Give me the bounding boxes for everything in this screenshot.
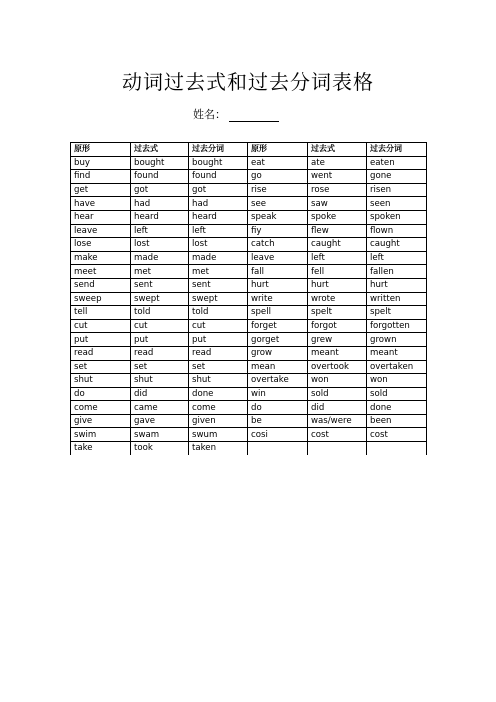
table-row [71, 183, 427, 197]
table-cell: got [131, 183, 189, 197]
table-cell [248, 442, 308, 455]
table-cell: forgot [308, 319, 367, 333]
table-cell: sent [131, 278, 189, 292]
table-cell: spoke [308, 210, 367, 224]
table-row [71, 170, 427, 184]
table-cell: sold [367, 387, 427, 401]
table-cell: flown [367, 224, 427, 238]
table-cell: grew [308, 333, 367, 347]
header-base-form-1: 原形 [71, 143, 131, 157]
table-cell: risen [367, 183, 427, 197]
table-cell: done [367, 401, 427, 415]
table-cell: bought [131, 156, 189, 170]
table-cell: overtake [248, 374, 308, 388]
table-cell: left [131, 224, 189, 238]
table-cell: get [71, 183, 131, 197]
table-cell: put [131, 333, 189, 347]
table-cell: spoken [367, 210, 427, 224]
table-row [71, 428, 427, 442]
table-cell: catch [248, 238, 308, 252]
table-cell: swum [189, 428, 248, 442]
table-cell: gorget [248, 333, 308, 347]
table-cell: taken [189, 442, 248, 455]
table-cell: won [367, 374, 427, 388]
name-blank-line[interactable] [229, 109, 279, 122]
table-cell: eaten [367, 156, 427, 170]
table-cell: put [71, 333, 131, 347]
table-cell: grown [367, 333, 427, 347]
table-cell: sweep [71, 292, 131, 306]
table-cell: cosi [248, 428, 308, 442]
table-cell: read [71, 346, 131, 360]
table-cell: set [71, 360, 131, 374]
table-row [71, 374, 427, 388]
table-cell: had [131, 197, 189, 211]
table-cell: shut [131, 374, 189, 388]
table-cell: spelt [308, 306, 367, 320]
table-cell: written [367, 292, 427, 306]
table-cell: leave [248, 251, 308, 265]
table-cell: did [308, 401, 367, 415]
table-cell [367, 442, 427, 455]
table-cell: read [131, 346, 189, 360]
table-cell: sold [308, 387, 367, 401]
table-cell: go [248, 170, 308, 184]
table-cell: set [131, 360, 189, 374]
table-cell: lose [71, 238, 131, 252]
table-row [71, 224, 427, 238]
table-cell: read [189, 346, 248, 360]
table-cell: ate [308, 156, 367, 170]
table-cell: be [248, 414, 308, 428]
table-cell: told [189, 306, 248, 320]
table-cell: cost [367, 428, 427, 442]
table-cell: cut [131, 319, 189, 333]
verb-table [70, 142, 427, 455]
table-cell: find [71, 170, 131, 184]
table-cell: sent [189, 278, 248, 292]
table-cell: got [189, 183, 248, 197]
table-cell: hurt [367, 278, 427, 292]
table-cell: swam [131, 428, 189, 442]
table-cell: cut [189, 319, 248, 333]
table-cell: see [248, 197, 308, 211]
table-row [71, 333, 427, 347]
table-cell: set [189, 360, 248, 374]
table-cell: come [71, 401, 131, 415]
table-cell: left [189, 224, 248, 238]
table-cell: flew [308, 224, 367, 238]
table-cell: cost [308, 428, 367, 442]
table-cell: did [131, 387, 189, 401]
table-cell: leave [71, 224, 131, 238]
table-cell: found [131, 170, 189, 184]
table-cell: buy [71, 156, 131, 170]
table-cell: speak [248, 210, 308, 224]
table-cell: told [131, 306, 189, 320]
table-cell: been [367, 414, 427, 428]
table-cell: heard [189, 210, 248, 224]
table-row [71, 156, 427, 170]
header-past-participle-1: 过去分词 [189, 143, 248, 157]
table-cell: forgotten [367, 319, 427, 333]
table-row [71, 292, 427, 306]
table-cell: made [189, 251, 248, 265]
table-cell: win [248, 387, 308, 401]
table-cell: cut [71, 319, 131, 333]
table-cell: caught [308, 238, 367, 252]
table-cell: caught [367, 238, 427, 252]
table-cell: overtaken [367, 360, 427, 374]
table-body [71, 156, 427, 455]
table-cell: saw [308, 197, 367, 211]
name-field [193, 106, 279, 122]
table-cell: made [131, 251, 189, 265]
table-row [71, 346, 427, 360]
table-cell: shut [71, 374, 131, 388]
table-row [71, 442, 427, 455]
table-cell: swept [189, 292, 248, 306]
table-row [71, 401, 427, 415]
table-row [71, 319, 427, 333]
table-row [71, 278, 427, 292]
table-cell: gave [131, 414, 189, 428]
table-cell: hear [71, 210, 131, 224]
table-cell: left [367, 251, 427, 265]
table-cell: eat [248, 156, 308, 170]
table-cell: met [189, 265, 248, 279]
table-cell: won [308, 374, 367, 388]
header-past-tense-2: 过去式 [308, 143, 367, 157]
table-cell: meet [71, 265, 131, 279]
table-cell: left [308, 251, 367, 265]
table-row [71, 306, 427, 320]
table-cell: do [248, 401, 308, 415]
table-row [71, 265, 427, 279]
table-cell: mean [248, 360, 308, 374]
table-cell: rise [248, 183, 308, 197]
table-cell: fallen [367, 265, 427, 279]
table-cell: shut [189, 374, 248, 388]
table-cell: meant [308, 346, 367, 360]
table-cell: tell [71, 306, 131, 320]
table-cell: have [71, 197, 131, 211]
table-cell: forget [248, 319, 308, 333]
table-row [71, 387, 427, 401]
table-cell: took [131, 442, 189, 455]
header-past-tense-1: 过去式 [131, 143, 189, 157]
table-cell: send [71, 278, 131, 292]
table-cell: spelt [367, 306, 427, 320]
table-cell: give [71, 414, 131, 428]
table-cell: take [71, 442, 131, 455]
table-cell: write [248, 292, 308, 306]
table-cell: gone [367, 170, 427, 184]
name-label: 姓名： [193, 108, 226, 121]
table-cell: seen [367, 197, 427, 211]
header-past-participle-2: 过去分词 [367, 143, 427, 157]
table-cell: wrote [308, 292, 367, 306]
table-cell: heard [131, 210, 189, 224]
table-cell: lost [189, 238, 248, 252]
table-row [71, 251, 427, 265]
table-cell: met [131, 265, 189, 279]
table-cell: meant [367, 346, 427, 360]
table-row [71, 238, 427, 252]
table-row [71, 414, 427, 428]
table-cell: bought [189, 156, 248, 170]
table-cell: do [71, 387, 131, 401]
table-cell: hurt [308, 278, 367, 292]
table-cell: swept [131, 292, 189, 306]
table-row [71, 360, 427, 374]
table-cell: went [308, 170, 367, 184]
table-row [71, 210, 427, 224]
table-cell: lost [131, 238, 189, 252]
table-cell: put [189, 333, 248, 347]
table-cell: fiy [248, 224, 308, 238]
table-cell: grow [248, 346, 308, 360]
table-cell: make [71, 251, 131, 265]
table-cell: fall [248, 265, 308, 279]
table-cell: done [189, 387, 248, 401]
page-title: 动词过去式和过去分词表格 [122, 70, 374, 94]
table-cell: rose [308, 183, 367, 197]
table-cell: swim [71, 428, 131, 442]
table-cell: had [189, 197, 248, 211]
table-cell [308, 442, 367, 455]
table-cell: hurt [248, 278, 308, 292]
table-cell: was/were [308, 414, 367, 428]
table-cell: come [189, 401, 248, 415]
table-row [71, 197, 427, 211]
table-cell: fell [308, 265, 367, 279]
header-base-form-2: 原形 [248, 143, 308, 157]
table-header-row [71, 143, 427, 157]
table-cell: found [189, 170, 248, 184]
table-cell: overtook [308, 360, 367, 374]
table-cell: came [131, 401, 189, 415]
table-cell: given [189, 414, 248, 428]
table-cell: spell [248, 306, 308, 320]
